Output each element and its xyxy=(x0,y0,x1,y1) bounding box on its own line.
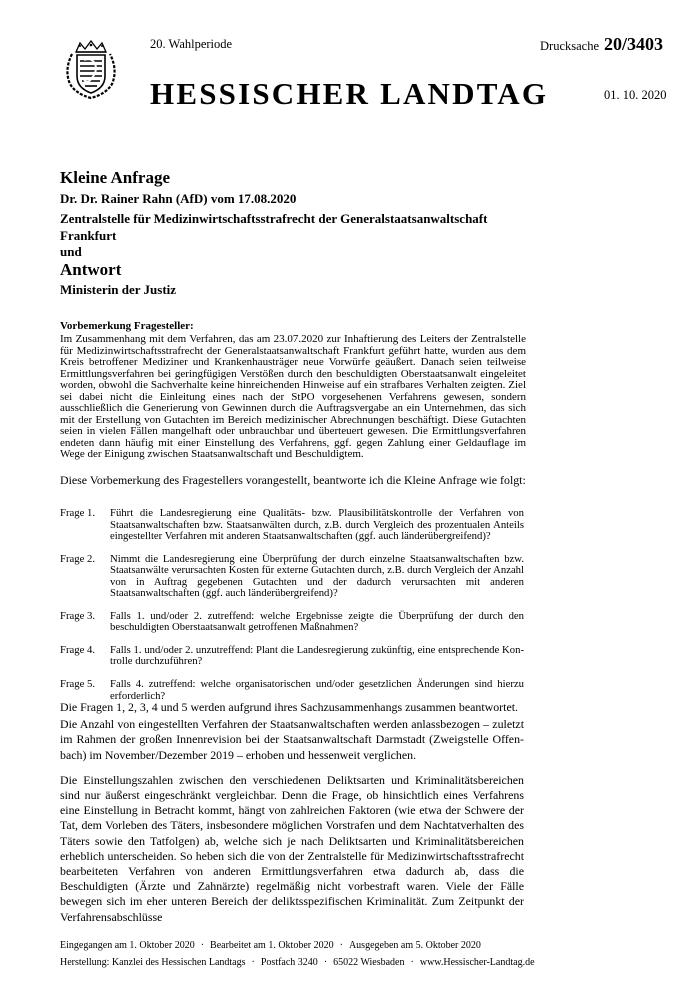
question-item xyxy=(60,611,524,634)
drucksache-number: 20/3403 xyxy=(604,34,664,54)
answer-section xyxy=(60,700,524,935)
question-text: Falls 4. zutreffend: welche organisatorischen und/oder gesetzlichen Änderungen sind hierzu erforderlich? xyxy=(110,678,524,702)
kleine-anfrage-heading: Kleine Anfrage xyxy=(60,168,171,187)
hesse-coat-of-arms-icon xyxy=(62,40,120,100)
answer-paragraph: Die Einstellungszahlen zwischen den verschiedenen Deliktsarten und Kriminalitätsbereichen sind nur äußerst eingeschränkt vergleichbar. Denn die Frage, ob hinsichtlich eines Verfahrens eine Einstellung in Betracht kommt, hängt von zahlreichen Faktoren (wie etwa der Schwere der Tat, dem Vorleben des Täters, insbesondere möglichen Vorstrafen und dem Nachtatverhalten des Täters sowie den Tatfolgen) ab, welche sich je nach Deliktsarten und Kriminalitätsbereichen erheblich unterscheiden. So heben sich die von der Zentralstelle für Medizinwirtschaftsstrafrecht bearbeiteten Verfahren von anderen Ermittlungsverfahren etwa dadurch ab, dass die Beschuldigten (Ärzte und Zahnärzte) regelmäßig nicht vorbestraft waren. Viele der Fälle bewegen sich im eher unteren Bereich der deliktsspezifischen Kriminalität. Zum Zeitpunkt der Verfahrensabschlüsse xyxy=(60,772,524,924)
question-item xyxy=(60,554,524,600)
footer-eingegangen: Eingegangen am 1. Oktober 2020 xyxy=(60,940,195,951)
footer-separator: · xyxy=(323,957,328,968)
footer-postfach: Postfach 3240 xyxy=(260,957,318,968)
und-line: und xyxy=(60,244,82,259)
footer-publisher xyxy=(60,957,535,968)
vorbemerkung-body: Im Zusammenhang mit dem Verfahren, das am 23.07.2020 zur Inhaftierung des Leiters der Zentralstelle für Medizinwirtschaftsstrafrecht der Generalstaatsanwaltschaft Frankfurt geführt hatte, wurden aus dem Kreis betroffener Mediziner und Krankenhausträger neue Vorwürfe geäußert. Danach seien teilweise Ermittlungsverfahren bei geringfügigen Verstößen durch den beschuldigten Oberstaatsanwalt eingeleitet worden, obwohl die Sachverhalte keine hinreichenden Hinweise auf ein strafbares Verhalten zeigten. Ziel sei dabei nicht die Einleitung eines nach der StPO vorgesehenen Verfahrens gewesen, sondern ausschließlich die Generierung von Gewinnen durch die Auftragsvergabe an ein Unternehmen, das sich mit der Erstellung von Gutachten im Bereich medizinischer Abrechnungen beschäftigt. Diese Gutachten seien in vielen Fällen mangelhaft oder unbrauchbar und überteuert gewesen. Die Ermittlungsverfahren endeten dann häufig mit einer Einstellung des Verfahrens, ggf. gegen Zahlung einer Geldauflage im Wege der Einigung zwischen Staatsanwaltschaft und Beschuldigtem. xyxy=(60,333,526,461)
question-item xyxy=(60,645,524,668)
footer-web-link[interactable]: www.Hessischer-Landtag.de xyxy=(419,957,535,968)
question-text: Führt die Landesregierung eine Qualitäts- bzw. Plausibilitätskontrolle der Verfahren von Staatsanwaltschaften bzw. Staatsanwälten durch, z.B. durch Vergleich des prozentualen Anteils eingestellter Verfahren mit anderen Staatsanwaltschaften (ggf. auch länderübergreifend)? xyxy=(110,507,524,543)
footer-separator: · xyxy=(251,957,255,968)
ministry-line: Ministerin der Justiz xyxy=(60,282,177,297)
footer-ort: 65022 Wiesbaden xyxy=(333,957,405,968)
subject-line: Zentralstelle für Medizinwirtschaftsstrafrecht der Generalstaatsanwaltschaft Frankfurt xyxy=(60,211,488,243)
question-label: Frage 1. xyxy=(60,507,96,519)
footer-bearbeitet: Bearbeitet am 1. Oktober 2020 xyxy=(210,940,334,951)
footer-separator: · xyxy=(200,940,205,951)
footer-herstellung: Herstellung: Kanzlei des Hessischen Landtags xyxy=(60,957,246,968)
footer-separator: · xyxy=(339,940,343,951)
question-label: Frage 3. xyxy=(60,609,96,622)
footer-separator: · xyxy=(410,957,414,968)
question-item xyxy=(60,508,524,543)
question-list xyxy=(60,508,524,713)
question-label: Frage 2. xyxy=(60,552,96,565)
footer-dates xyxy=(60,940,481,951)
vorbemerkung-title: Vorbemerkung Fragesteller: xyxy=(60,320,194,332)
author-line: Dr. Dr. Rainer Rahn (AfD) vom 17.08.2020 xyxy=(60,191,297,206)
question-text: Falls 1. und/oder 2. unzutreffend: Plant die Landesregierung zukünftig, eine entsprechende Kontrolle durchzuführen? xyxy=(110,643,524,668)
question-label: Frage 5. xyxy=(60,678,96,691)
intro-sentence: Diese Vorbemerkung des Fragestellers vorangestellt, beantworte ich die Kleine Anfrage wie folgt: xyxy=(60,473,526,487)
question-text: Falls 1. und/oder 2. zutreffend: welche Ergebnisse zeigte die Überprüfung der durch den beschuldigten Oberstaatsanwalt getroffenen Maßnahmen? xyxy=(110,609,524,634)
question-label: Frage 4. xyxy=(60,643,96,656)
question-text: Nimmt die Landesregierung eine Überprüfung der durch einzelne Staatsanwaltschaften bzw. Staatsanwälte verursachten Kosten für externe Gutachten durch, z.B. durch Vergleich der Anzahl von in Auftrag gegebenen Gutachten und der dadurch verursachten mit anderen Staatsanwaltschaften (ggf. auch länderübergreifend)? xyxy=(110,552,524,600)
antwort-heading: Antwort xyxy=(60,260,122,279)
drucksache-label: Drucksache xyxy=(540,39,599,53)
footer-ausgegeben: Ausgegeben am 5. Oktober 2020 xyxy=(348,940,481,951)
answer-paragraph: Die Anzahl von eingestellten Verfahren der Staatsanwaltschaften werden anlassbezogen – zuletzt im Rahmen der großen Innenrevision bei der Staatsanwaltschaft Darmstadt (Zweigstelle Offenbach) im November/Dezember 2019 – erhoben und hessenweit verglichen. xyxy=(60,717,524,762)
answer-paragraph: Die Fragen 1, 2, 3, 4 und 5 werden aufgrund ihres Sachzusammenhangs zusammen beantwortet. xyxy=(60,700,518,714)
question-item xyxy=(60,679,524,702)
wahlperiode: 20. Wahlperiode xyxy=(150,37,233,51)
page-title: HESSISCHER LANDTAG xyxy=(150,76,549,111)
document-date: 01. 10. 2020 xyxy=(604,88,667,102)
